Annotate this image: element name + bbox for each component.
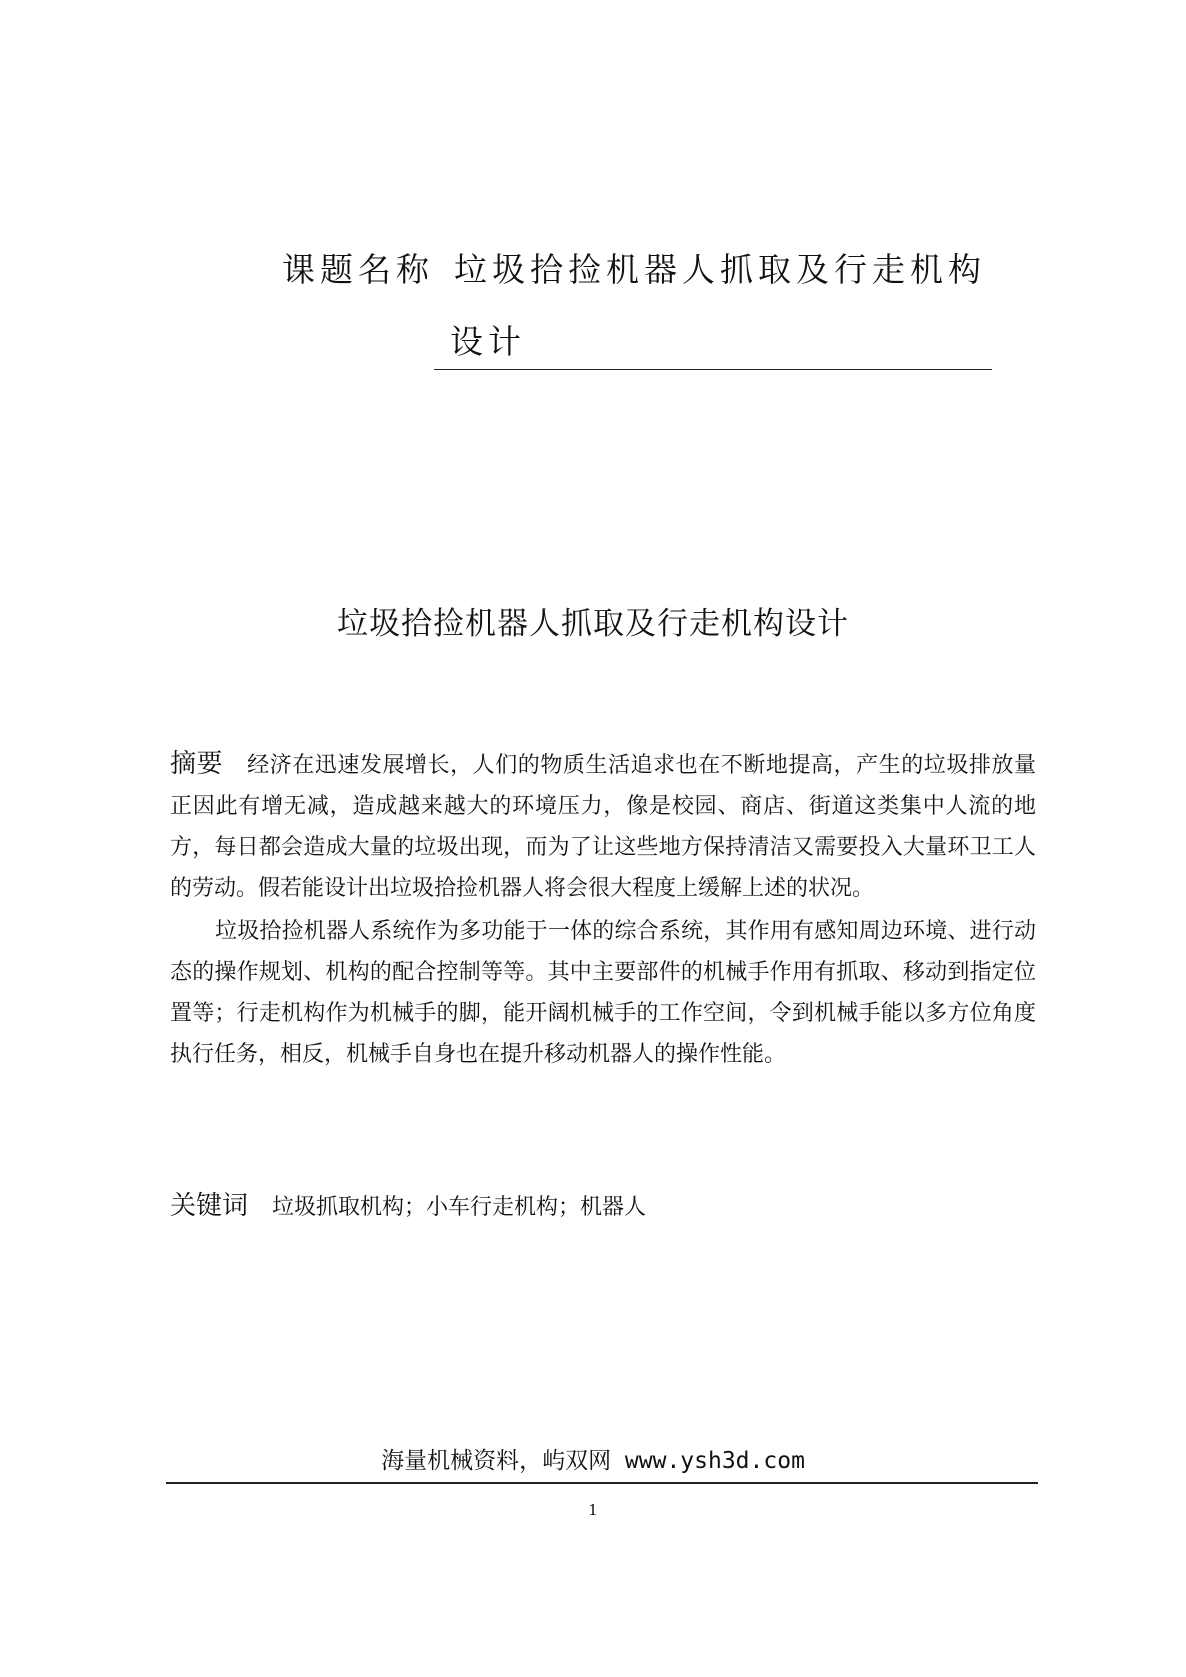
footer-rule [166, 1482, 1038, 1484]
keywords-label: 关键词 [170, 1191, 249, 1221]
topic-line [282, 248, 1002, 292]
keywords-line [170, 1186, 646, 1228]
abstract-paragraph [170, 744, 1036, 909]
abstract-section [170, 744, 1036, 1075]
page-number: 1 [588, 1501, 598, 1519]
topic-title-part2: 设计 [450, 322, 526, 361]
abstract-text-1: 经济在迅速发展增长，人们的物质生活追求也在不断地提高，产生的垃圾排放量正因此有增无减，造成越来越大的环境压力，像是校园、商店、街道这类集中人流的地方，每日都会造成大量的垃圾出现，而为了让这些地方保持清洁又需要投入大量环卫工人的劳动。假若能设计出垃圾拾捡机器人将会很大程度上缓解上述的状况。 [170, 753, 1036, 901]
topic-block [282, 248, 1002, 361]
abstract-text-2: 垃圾拾捡机器人系统作为多功能于一体的综合系统，其作用有感知周边环境、进行动态的操作规划、机构的配合控制等等。其中主要部件的机械手作用有抓取、移动到指定位置等；行走机构作为机械手的脚，能开阔机械手的工作空间，令到机械手能以多方位角度执行任务，相反，机械手自身也在提升移动机器人的操作性能。 [170, 919, 1036, 1067]
abstract-label: 摘要 [170, 749, 224, 779]
topic-label: 课题名称 [282, 250, 434, 289]
topic-underline [434, 369, 992, 370]
keywords-text: 垃圾抓取机构；小车行走机构；机器人 [272, 1195, 647, 1220]
topic-title-part1: 垃圾拾捡机器人抓取及行走机构 [454, 250, 986, 289]
document-title: 垃圾拾捡机器人抓取及行走机构设计 [337, 606, 849, 642]
footer-text: 海量机械资料，屿双网 www.ysh3d.com [381, 1448, 805, 1474]
